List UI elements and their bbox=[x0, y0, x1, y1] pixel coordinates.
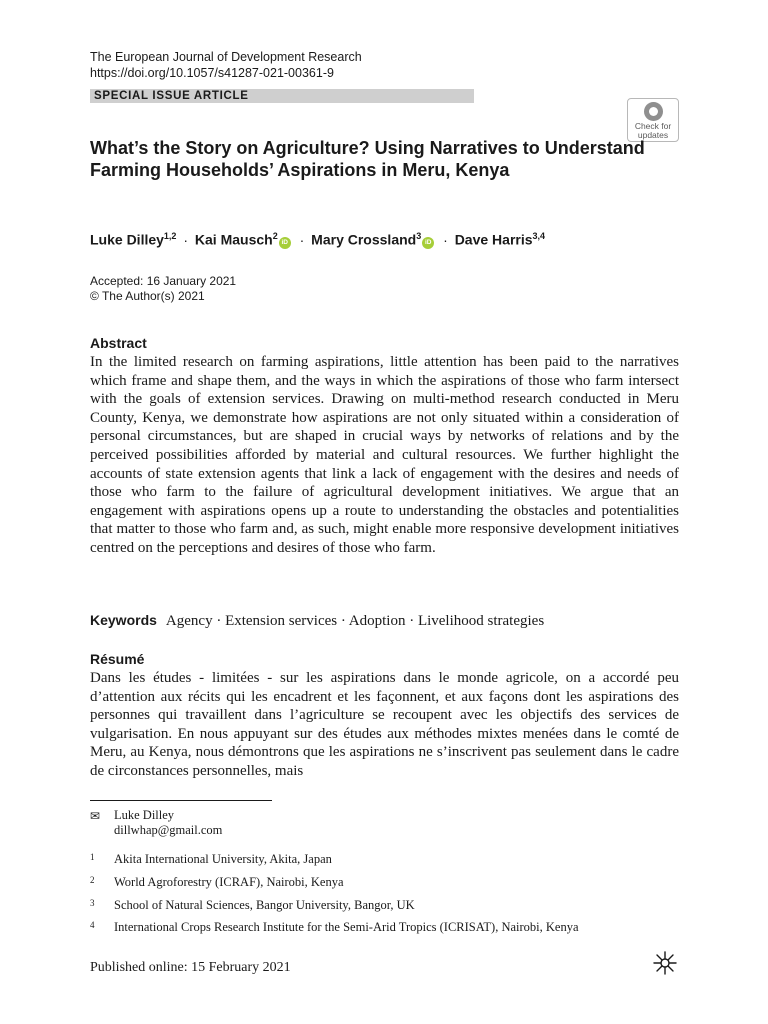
keywords-line bbox=[90, 612, 544, 630]
affiliation-number: 1 bbox=[90, 852, 95, 862]
abstract-heading: Abstract bbox=[90, 335, 147, 351]
affiliation bbox=[90, 875, 344, 890]
check-for-updates-badge[interactable] bbox=[627, 98, 679, 142]
author-name[interactable]: Kai Mausch bbox=[194, 231, 273, 248]
author-name[interactable]: Dave Harris bbox=[454, 231, 533, 248]
doi-link[interactable]: https://doi.org/10.1057/s41287-021-00361-9 bbox=[90, 66, 334, 80]
affiliation-number: 3 bbox=[90, 898, 95, 908]
springer-logo-icon bbox=[650, 950, 680, 976]
article-dates bbox=[90, 274, 236, 304]
resume-text: Dans les études - limitées - sur les aspirations dans le monde agricole, on a accordé peu d’attention aux récits qui les encadrent et les façonnent, et aux façons dont les aspirations des personnes qui travaillent dans l’agriculture se recoupent avec les objectifs des services de vulgarisation. En nous appuyant sur des études aux méthodes mixtes menées dans le comté de Meru, au Kenya, nous démontrons que les aspirations ne s’inscrivent pas seulement dans le cadre de circonstances personnelles, mais bbox=[90, 670, 679, 779]
orcid-icon[interactable]: iD bbox=[279, 237, 291, 249]
affiliation-text: Akita International University, Akita, Japan bbox=[114, 852, 332, 866]
affiliation-text: School of Natural Sciences, Bangor University, Bangor, UK bbox=[114, 898, 415, 912]
abstract-text: In the limited research on farming aspirations, little attention has been paid to the narratives which frame and shape them, and the ways in which the aspirations of those who farm intersect with the goals of extension services. Drawing on multi-method research conducted in Meru County, Kenya, we demonstrate how aspirations are not only situated within a consideration of personal circumstances, but are shaped in crucial ways by networks of relations and by the perceived possibilities afforded by material and cultural resources. We further highlight the accounts of state extension agents that link a lack of engagement with the desires and needs of those who farm to the failure of agricultural development initiatives. We argue that an engagement with aspirations opens up a route to understanding the obstacles and potentialities that matter to those who farm and, as such, might enable more responsive development initiatives centred on the perceptions and desires of those who farm. bbox=[90, 354, 679, 556]
article-title: What’s the Story on Agriculture? Using Narratives to Understand Farming Households’ Aspirations in Meru, Kenya bbox=[90, 138, 645, 180]
envelope-icon: ✉ bbox=[90, 809, 101, 823]
crossmark-line1: Check for bbox=[634, 121, 672, 131]
author-name[interactable]: Luke Dilley bbox=[90, 231, 164, 248]
keywords-text: Agency · Extension services · Adoption · Livelihood strategies bbox=[165, 613, 545, 629]
author-affiliation-sup: 3,4 bbox=[532, 231, 546, 241]
author-separator: · bbox=[299, 231, 305, 248]
published-online-date: Published online: 15 February 2021 bbox=[90, 960, 291, 975]
crossmark-icon bbox=[644, 102, 663, 121]
journal-name: The European Journal of Development Research bbox=[90, 50, 362, 64]
orcid-icon[interactable]: iD bbox=[422, 237, 434, 249]
journal-header bbox=[90, 49, 362, 81]
affiliation bbox=[90, 898, 415, 913]
resume-heading: Résumé bbox=[90, 651, 145, 667]
copyright-notice: © The Author(s) 2021 bbox=[90, 289, 205, 303]
affiliation-number: 2 bbox=[90, 875, 95, 885]
author-affiliation-sup: 3 bbox=[416, 231, 422, 241]
author-list bbox=[90, 231, 545, 249]
footnote-divider bbox=[90, 800, 272, 801]
author-name[interactable]: Mary Crossland bbox=[311, 231, 417, 248]
article-type-banner: SPECIAL ISSUE ARTICLE bbox=[90, 89, 474, 103]
crossmark-line2: updates bbox=[637, 130, 669, 140]
contact-name: Luke Dilley bbox=[114, 808, 175, 822]
affiliation-text: World Agroforestry (ICRAF), Nairobi, Kenya bbox=[114, 875, 344, 889]
author-separator: · bbox=[183, 231, 188, 248]
keywords-label: Keywords bbox=[90, 612, 157, 628]
affiliation bbox=[90, 852, 332, 867]
author-separator: · bbox=[443, 231, 448, 248]
accepted-date: Accepted: 16 January 2021 bbox=[90, 274, 237, 288]
author-affiliation-sup: 1,2 bbox=[163, 231, 177, 241]
affiliation-text: International Crops Research Institute for the Semi-Arid Tropics (ICRISAT), Nairobi, Kenya bbox=[114, 920, 579, 934]
contact-email[interactable]: dillwhap@gmail.com bbox=[114, 823, 223, 837]
author-affiliation-sup: 2 bbox=[272, 231, 278, 241]
affiliation-number: 4 bbox=[90, 920, 95, 930]
affiliation bbox=[90, 920, 579, 935]
